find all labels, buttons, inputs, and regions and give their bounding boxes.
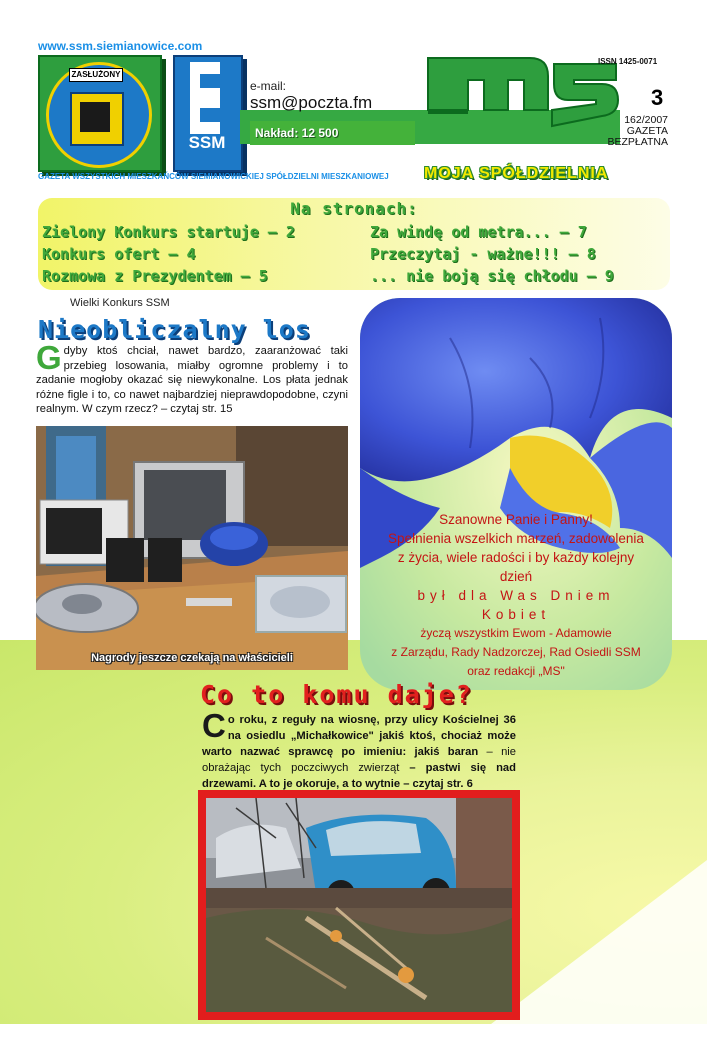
greeting-line: z Zarządu, Rady Nadzorczej, Rad Osiedli SSM: [391, 645, 641, 659]
free-label: BEZPŁATNA: [607, 136, 668, 148]
issn-label: ISSN 1425-0071: [598, 57, 658, 66]
womens-day-greeting: [380, 510, 652, 681]
site-url-link[interactable]: www.ssm.siemianowice.com: [38, 39, 203, 53]
contents-title: Na stronach:: [290, 199, 418, 218]
greeting-line: był dla Was Dniem Kobiet: [417, 588, 615, 622]
lead-text: dyby ktoś chciał, nawet bardzo, zaaranżować taki przebieg losowania, miałby ogromne problemy i to zadanie mogłoby okazać się niewykonalne. Los płata jednak różne figle i to, co nawet najbardziej nieprawdopodobne, czyni realnym. W czym rzecz? – czytaj str. 15: [36, 345, 348, 416]
toc-item[interactable]: Konkurs ofert – 4: [42, 245, 196, 263]
ssm-e-icon: [190, 62, 220, 134]
circulation-label: Nakład: 12 500: [250, 121, 415, 145]
photo-caption: Nagrody jeszcze czekają na właścicieli: [91, 652, 293, 664]
article-headline[interactable]: Co to komu daje?: [200, 680, 473, 709]
toc-item[interactable]: Za windę od metra... – 7: [370, 223, 587, 241]
cut-trees-photo: [206, 798, 512, 1012]
issue-code: 162/2007: [624, 114, 668, 126]
dropcap: C: [202, 707, 226, 744]
lead-text: o roku, z reguły na wiosnę, przy ulicy Kościelnej 36 na osiedlu „Michałkowice" jakiś ktoś, chociaż może warto nazwać sprawcę po imieniu: jakiś baran: [202, 714, 516, 758]
ssm-logo-text: SSM: [188, 133, 226, 152]
ms-masthead-logo: [424, 44, 624, 154]
greeting-line: życzą wszystkim Ewom - Adamowie: [420, 626, 612, 640]
greeting-line: z życia, wiele radości i by każdy kolejny dzień: [397, 550, 635, 584]
toc-item[interactable]: Zielony Konkurs startuje – 2: [42, 223, 295, 241]
greeting-line: Spełnienia wszelkich marzeń, zadowolenia: [388, 531, 644, 546]
lead-text: – pastwi się nad drzewami. A to je okoruje, a to wytnie – czytaj str. 6: [202, 762, 516, 790]
lead-text: – nie obrażając tych poczciwych zwierząt: [202, 746, 517, 774]
article-kicker: Wielki Konkurs SSM: [70, 297, 170, 309]
issue-number: 3: [651, 85, 664, 110]
prizes-photo: [36, 426, 348, 670]
gazeta-label: GAZETA: [626, 125, 668, 137]
article-lead: [202, 707, 517, 792]
toc-item[interactable]: Rozmowa z Prezydentem – 5: [42, 267, 268, 285]
badge-label: ZASŁUŻONY: [69, 68, 123, 82]
greeting-line: oraz redakcji „MS": [467, 664, 565, 678]
email-link[interactable]: ssm@poczta.fm: [250, 93, 373, 112]
toc-item[interactable]: Przeczytaj - ważne!!! – 8: [370, 245, 596, 263]
toc-item[interactable]: ... nie boją się chłodu – 9: [370, 267, 614, 285]
email-label: e-mail:: [250, 79, 287, 93]
masthead-title: MOJA SPÓŁDZIELNIA: [424, 165, 609, 182]
tagline: GAZETA WSZYSTKICH MIESZKAŃCÓW SIEMIANOWICKIEJ SPÓŁDZIELNI MIESZKANIOWEJ: [38, 172, 389, 181]
issue-info: [606, 115, 668, 148]
article-headline[interactable]: Nieobliczalny los: [38, 315, 311, 344]
greeting-line: Szanowne Panie i Panny!: [439, 512, 593, 527]
badge-emblem-core: [80, 102, 110, 132]
article-lead: [36, 339, 348, 417]
dropcap: G: [36, 339, 62, 376]
